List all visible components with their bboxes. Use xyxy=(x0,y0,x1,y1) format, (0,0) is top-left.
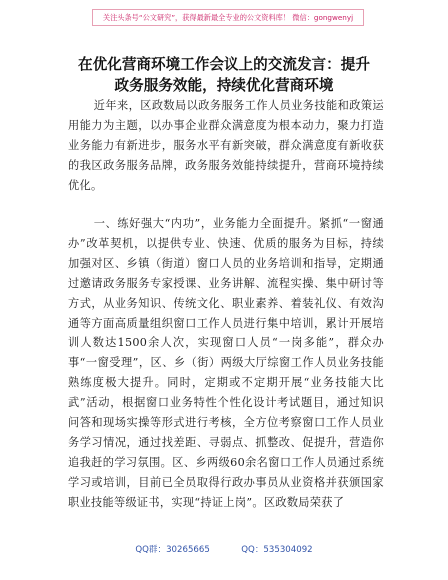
title-line-1: 在优化营商环境工作会议上的交流发言：提升 xyxy=(78,56,370,73)
paragraph-intro: 近年来，区政数局以政务服务工作人员业务技能和政策运用能力为主题，以办事企业群众满意度为根本动力，聚力打造业务能力有新进步，服务水平有新突破，群众满意度有新收获的我区政务服务品牌，政务服务效能持续提升，营商环境持续优化。 xyxy=(68,99,384,192)
paragraph-spacer xyxy=(68,196,384,214)
header-banner: 关注头条号“公文研究”，获得最新最全专业的公文资料库！ 微信：gongwenyj xyxy=(92,9,364,26)
document-body xyxy=(68,96,384,513)
qq-group-number: QQ群：30265665 xyxy=(135,545,210,555)
footer-contact xyxy=(0,543,448,555)
qq-number: QQ：535304092 xyxy=(241,545,313,555)
document-title xyxy=(40,54,408,96)
title-line-2: 政务服务效能，持续优化营商环境 xyxy=(114,77,334,94)
paragraph-section-one: 一、练好强大“内功”，业务能力全面提升。紧抓“一窗通办”改革契机，以提供专业、快速、优质的服务为目标，持续加强对区、乡镇（街道）窗口人员的业务培训和指导，定期通过邀请政务服务专家授课、业务讲解、流程实操、集中研讨等方式，从业务知识、传统文化、职业素养、着装礼仪、有效沟通等方面高质量组织窗口工作人员进行集中培训，累计开展培训人数达1500余人次，实现窗口人员“一岗多能”，群众办事“一窗受理”，区、乡（街）两级大厅综窗工作人员业务技能熟练度极大提升。同时，定期或不定期开展“业务技能大比武”活动，根据窗口业务特性个性化设计考试题目，通过知识问答和现场实操等形式进行考核，全方位考察窗口工作人员业务学习情况，通过找差距、寻弱点、抓整改、促提升，营造你追我赶的学习氛围。区、乡两级60余名窗口工作人员通过系统学习或培训，目前已全员取得行政办事员从业资格并获颁国家职业技能等级证书，实现“持证上岗”。区政数局荣获了 xyxy=(68,216,384,510)
